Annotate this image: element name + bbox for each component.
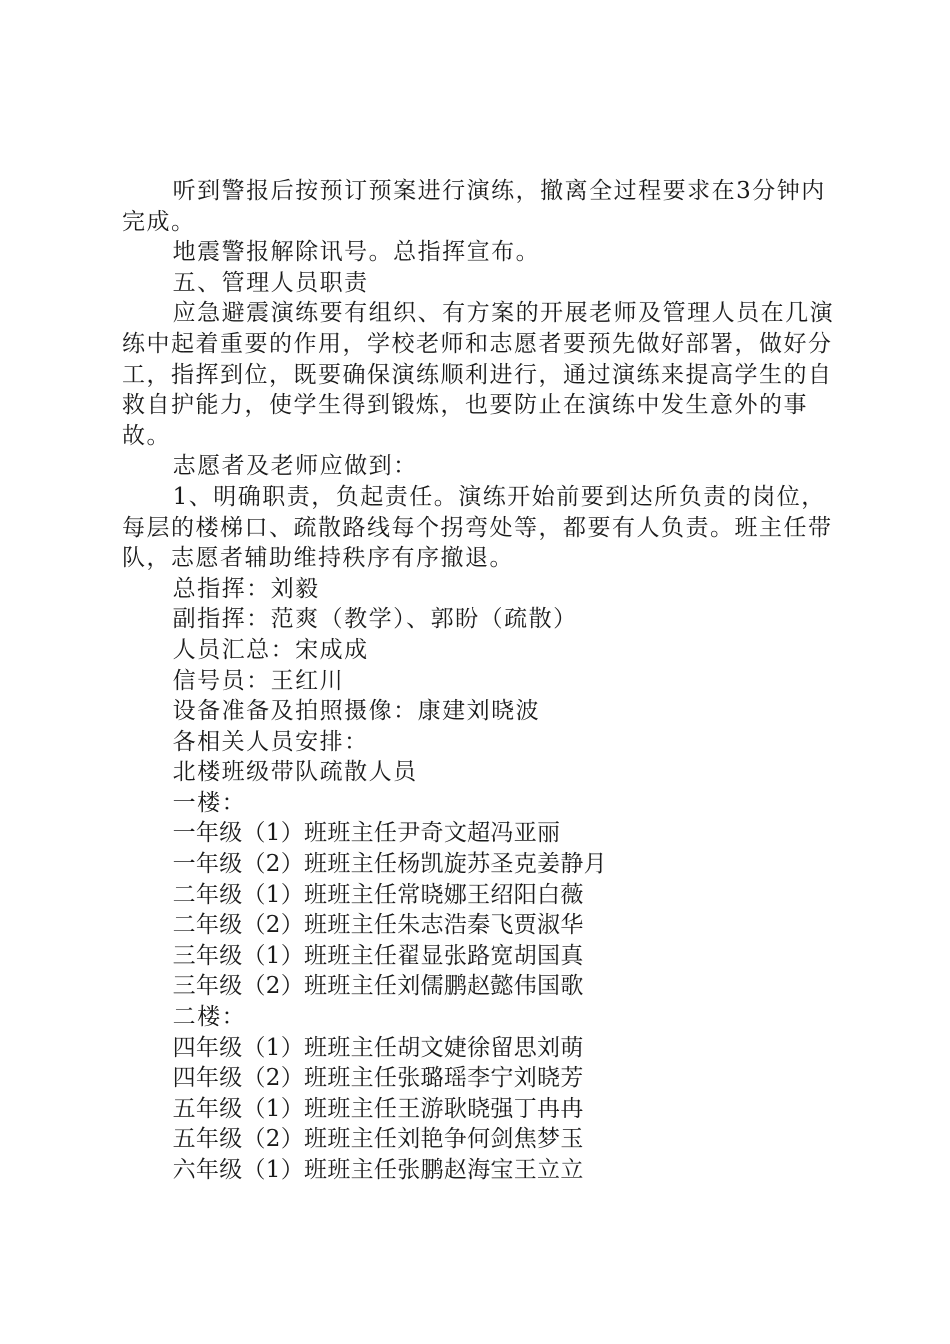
class-row: 四年级（1）班班主任胡文婕徐留思刘萌: [172, 1034, 584, 1061]
line-equipment-photography: 设备准备及拍照摄像：康建刘晓波: [172, 698, 541, 725]
class-row: 四年级（2）班班主任张璐瑶李宁刘晓芳: [172, 1065, 584, 1092]
document-body: [122, 176, 842, 1186]
paragraph-duties-body: 应急避震演练要有组织、有方案的开展老师及管理人员在几演练中起着重要的作用，学校老师和志愿者要预先做好部署，做好分工，指挥到位，既要确保演练顺利进行，通过演练来提高学生的自救自护能力，使学生得到锻炼，也要防止在演练中发生意外的事故。: [122, 300, 835, 449]
line-personnel-summary: 人员汇总：宋成成: [172, 636, 369, 663]
class-row: 一年级（2）班班主任杨凯旋苏圣克姜静月: [172, 851, 607, 878]
paragraph-volunteer-intro: 志愿者及老师应做到：: [172, 453, 418, 480]
paragraph-responsibility: 1、明确职责，负起责任。演练开始前要到达所负责的岗位，每层的楼梯口、疏散路线每个拐弯处等，都要有人负责。班主任带队，志愿者辅助维持秩序有序撤退。: [122, 483, 833, 572]
class-row: 五年级（1）班班主任王游耿晓强丁冉冉: [172, 1095, 584, 1122]
line-deputy-commander: 副指挥：范爽（教学）、郭盼（疏散）: [172, 606, 578, 633]
section-heading-duties: 五、管理人员职责: [172, 269, 369, 296]
line-staff-arrangement: 各相关人员安排：: [172, 728, 369, 755]
line-signal-officer: 信号员：王红川: [172, 667, 345, 694]
line-chief-commander: 总指挥：刘毅: [172, 575, 320, 602]
class-row: 三年级（1）班班主任翟显张路宽胡国真: [172, 942, 584, 969]
class-row: 二年级（1）班班主任常晓娜王绍阳白薇: [172, 881, 584, 908]
line-floor-one: 一楼：: [172, 789, 247, 816]
line-north-building: 北楼班级带队疏散人员: [172, 759, 418, 786]
class-row: 一年级（1）班班主任尹奇文超冯亚丽: [172, 820, 561, 847]
paragraph-alarm-drill: 听到警报后按预订预案进行演练，撤离全过程要求在3分钟内完成。: [122, 178, 826, 235]
class-row: 三年级（2）班班主任刘儒鹏赵懿伟国歌: [172, 973, 584, 1000]
class-row: 六年级（1）班班主任张鹏赵海宝王立立: [172, 1157, 584, 1183]
class-row: 五年级（2）班班主任刘艳争何剑焦梦玉: [172, 1126, 584, 1153]
paragraph-alarm-release: 地震警报解除讯号。总指挥宣布。: [172, 239, 541, 266]
line-floor-two: 二楼：: [172, 1004, 247, 1031]
class-row: 二年级（2）班班主任朱志浩秦飞贾淑华: [172, 912, 584, 939]
